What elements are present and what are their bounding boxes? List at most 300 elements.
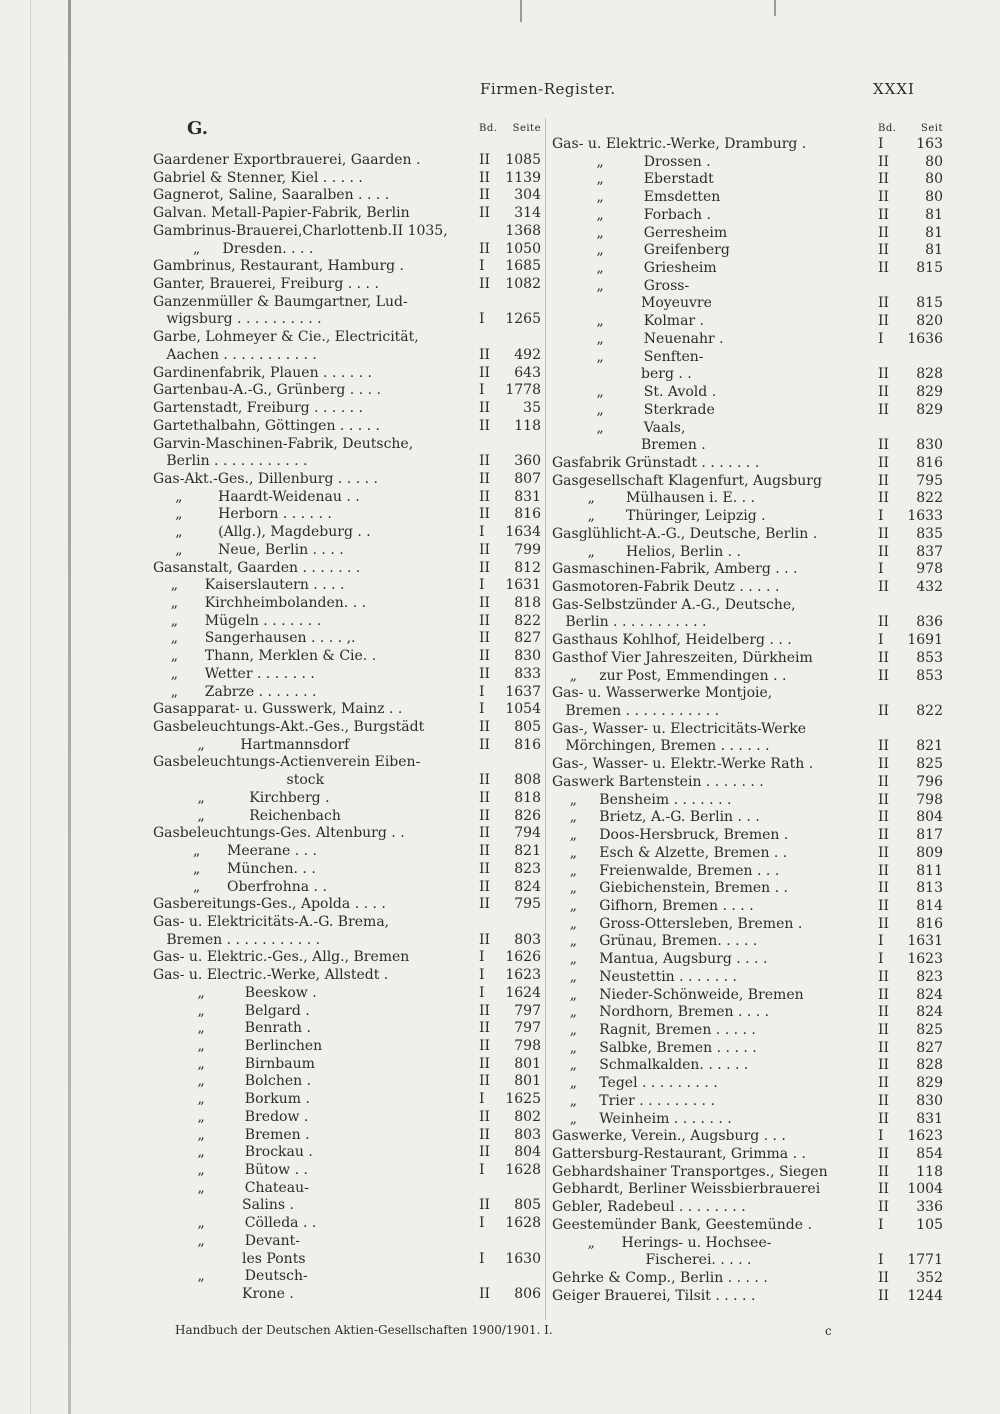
footer-text: Handbuch der Deutschen Aktien-Gesellschaften 1900/1901. I.: [175, 1323, 553, 1337]
entry-name: Bremen .: [552, 437, 706, 454]
entry-page: 835: [916, 525, 943, 542]
entry-name: „ Benrath .: [153, 1020, 311, 1037]
entry-page: 798: [514, 1038, 541, 1054]
entry-vol: I: [479, 382, 485, 399]
index-entry: [153, 896, 543, 914]
index-entry: [552, 1111, 945, 1129]
index-entry: [552, 987, 945, 1005]
entry-page: 1265: [505, 311, 541, 328]
entry-vol: II: [479, 169, 491, 186]
left-column-header: [153, 120, 543, 138]
index-entry: [153, 436, 543, 454]
index-entry: [153, 577, 543, 595]
entry-vol: II: [878, 224, 890, 241]
entry-name: „ Doos-Hersbruck, Bremen .: [552, 827, 789, 844]
entry-page: 1631: [505, 577, 541, 594]
entry-name: Gasthaus Kohlhof, Heidelberg . . .: [552, 632, 792, 649]
index-entry: [153, 223, 543, 241]
entry-vol: II: [878, 242, 890, 259]
entry-vol: II: [878, 1022, 890, 1038]
index-entry: [153, 790, 543, 808]
entry-vol: II: [479, 1002, 491, 1019]
entry-vol: II: [878, 756, 890, 773]
entry-name: Berlin . . . . . . . . . . .: [552, 614, 707, 631]
entry-page: 803: [514, 1126, 541, 1143]
entry-page: 803: [514, 931, 541, 948]
entry-name: „ St. Avold .: [552, 384, 717, 401]
entry-page: 1778: [505, 382, 541, 399]
entry-name: „ Wetter . . . . . . .: [153, 665, 315, 682]
entry-name: „ Salbke, Bremen . . . . .: [552, 1039, 757, 1056]
index-entry: [552, 1288, 945, 1306]
entry-page: 816: [514, 506, 541, 523]
entry-vol: II: [878, 809, 890, 826]
entry-vol: II: [878, 206, 890, 223]
entry-name: „ Kolmar .: [552, 313, 705, 330]
index-entry: [552, 260, 945, 278]
entry-page: 814: [916, 897, 943, 914]
entry-vol: II: [878, 791, 890, 808]
page-fold-line: [30, 0, 31, 1414]
index-entry: [552, 295, 945, 313]
index-entry: [153, 613, 543, 631]
entry-name: Gas-Akt.-Ges., Dillenburg . . . . .: [153, 470, 378, 487]
entry-page: 825: [916, 756, 943, 773]
entry-name: Gas- u. Elektric.-Ges., Allg., Bremen: [153, 949, 410, 966]
entry-vol: II: [878, 260, 890, 277]
entry-name: „ Mantua, Augsburg . . . .: [552, 951, 768, 968]
entry-page: 827: [916, 1039, 943, 1056]
entry-name: Gas- u. Electric.-Werke, Allstedt .: [153, 967, 389, 984]
entry-vol: II: [479, 1126, 491, 1143]
entry-name: wigsburg . . . . . . . . . .: [153, 311, 322, 328]
entry-name: „ Trier . . . . . . . . .: [552, 1092, 715, 1109]
signature-mark: c: [825, 1324, 832, 1338]
index-entry: [552, 242, 945, 260]
entry-page: 829: [916, 401, 943, 418]
entry-name: „ Sterkrade: [552, 401, 715, 418]
section-letter: G.: [187, 118, 208, 139]
entry-vol: II: [878, 1181, 890, 1198]
entry-vol: I: [878, 1128, 884, 1145]
index-entry: [153, 808, 543, 826]
entry-vol: II: [878, 171, 890, 188]
index-entry: [552, 1128, 945, 1146]
entry-page: 352: [916, 1270, 943, 1287]
entry-vol: I: [878, 1252, 884, 1269]
entry-page: 837: [916, 543, 943, 560]
entry-name: „ Vaals,: [552, 419, 686, 436]
entry-page: 314: [514, 205, 541, 222]
entry-vol: II: [479, 825, 491, 842]
entry-vol: II: [479, 878, 491, 895]
index-entry: [153, 1003, 543, 1021]
entry-page: 808: [514, 772, 541, 789]
entry-page: 822: [916, 703, 943, 720]
entry-vol: II: [479, 400, 491, 417]
entry-page: 818: [514, 789, 541, 806]
entry-name: Gasglühlicht-A.-G., Deutsche, Berlin .: [552, 525, 818, 542]
index-entry: [153, 737, 543, 755]
index-entry: [552, 1057, 945, 1075]
entry-vol: II: [878, 738, 890, 755]
entry-name: „ Bredow .: [153, 1108, 309, 1125]
entry-vol: I: [878, 508, 884, 525]
entry-vol: I: [479, 1250, 485, 1267]
entry-page: 1631: [907, 933, 943, 950]
index-entry: [552, 366, 945, 384]
entry-page: 1636: [907, 330, 943, 347]
entry-name: „ Senften-: [552, 348, 704, 365]
entry-name: Gardinenfabrik, Plauen . . . . . .: [153, 364, 372, 381]
entry-name: Bremen . . . . . . . . . . .: [552, 703, 720, 720]
entry-page: 829: [916, 1075, 943, 1092]
index-entry: [153, 967, 543, 985]
entry-name: „ Birnbaum: [153, 1055, 315, 1072]
entry-vol: II: [878, 844, 890, 861]
entry-name: Gasapparat- u. Gusswerk, Mainz . .: [153, 701, 403, 718]
entry-page: 432: [916, 579, 943, 595]
index-entry: [552, 845, 945, 863]
entry-page: 822: [514, 612, 541, 629]
entry-vol: II: [479, 665, 491, 682]
index-entry: [153, 684, 543, 702]
entry-page: 1634: [505, 524, 541, 541]
entry-page: 1637: [505, 683, 541, 700]
entry-page: 794: [514, 825, 541, 842]
index-entry: [552, 437, 945, 455]
entry-page: 336: [916, 1199, 943, 1216]
entry-page: 1082: [505, 276, 541, 293]
entry-name: „ Beeskow .: [153, 984, 317, 1001]
index-entry: [552, 1040, 945, 1058]
entry-name: Gambrinus-Brauerei,Charlottenb.II 1035,: [153, 222, 448, 239]
entry-page: 816: [916, 454, 943, 471]
entry-name: „ Reichenbach: [153, 807, 341, 824]
entry-name: „ Brietz, A.-G. Berlin . . .: [552, 809, 760, 826]
entry-page: 797: [514, 1020, 541, 1037]
index-entry: [153, 719, 543, 737]
index-entry: [552, 898, 945, 916]
entry-name: Gasbereitungs-Ges., Apolda . . . .: [153, 896, 386, 913]
entry-page: 118: [514, 417, 541, 434]
entry-page: 821: [916, 738, 943, 755]
index-entry: [552, 561, 945, 579]
entry-page: 831: [514, 488, 541, 505]
entry-page: 81: [925, 206, 943, 223]
index-entry: [552, 614, 945, 632]
entry-page: 799: [514, 541, 541, 558]
entry-vol: II: [479, 541, 491, 558]
entry-page: 816: [514, 736, 541, 753]
entry-name: „ Emsdetten: [552, 189, 721, 206]
entry-name: Gartethalbahn, Göttingen . . . . .: [153, 417, 380, 434]
entry-page: 854: [916, 1146, 943, 1163]
entry-name: Gasmaschinen-Fabrik, Amberg . . .: [552, 561, 798, 578]
index-entry: [552, 402, 945, 420]
entry-page: 821: [514, 843, 541, 860]
entry-page: 1623: [907, 1128, 943, 1145]
entry-page: 820: [916, 313, 943, 330]
entry-name: Gasmotoren-Fabrik Deutz . . . . .: [552, 579, 780, 595]
entry-vol: II: [479, 843, 491, 860]
entry-vol: II: [479, 453, 491, 470]
entry-page: 824: [916, 1004, 943, 1021]
entry-vol: I: [878, 330, 884, 347]
entry-page: 804: [514, 1144, 541, 1161]
page-header: Seit: [921, 123, 943, 134]
index-entry: [552, 650, 945, 668]
entry-name: berg . .: [552, 366, 692, 383]
entry-name: Gattersburg-Restaurant, Grimma . .: [552, 1146, 806, 1163]
entry-name: „ Herings- u. Hochsee-: [552, 1234, 772, 1251]
entry-page: 815: [916, 260, 943, 277]
entry-vol: II: [878, 897, 890, 914]
index-entry: [153, 630, 543, 648]
entry-page: 1628: [505, 1215, 541, 1232]
entry-name: „ Mügeln . . . . . . .: [153, 612, 322, 629]
entry-name: „ Bütow . .: [153, 1162, 308, 1179]
index-entry: [153, 1162, 543, 1180]
index-entry: [153, 1180, 543, 1198]
entry-name: „ Kirchheimbolanden. . .: [153, 595, 367, 611]
index-entry: [153, 471, 543, 489]
entry-name: „ Hartmannsdorf: [153, 736, 350, 753]
index-entry: [153, 914, 543, 932]
entry-page: 1623: [505, 967, 541, 984]
entry-page: 830: [916, 1092, 943, 1109]
entry-name: Gehrke & Comp., Berlin . . . . .: [552, 1270, 768, 1287]
entry-vol: II: [878, 986, 890, 1003]
entry-name: „ (Allg.), Magdeburg . .: [153, 524, 371, 541]
index-entry: [153, 985, 543, 1003]
entry-page: 492: [514, 346, 541, 363]
index-entry: [153, 311, 543, 329]
entry-page: 1624: [505, 984, 541, 1001]
entry-name: „ Freienwalde, Bremen . . .: [552, 862, 780, 879]
entry-page: 1050: [505, 240, 541, 257]
entry-vol: II: [479, 559, 491, 576]
index-entry: [153, 1144, 543, 1162]
index-entry: [552, 189, 945, 207]
entry-name: „ Haardt-Weidenau . .: [153, 488, 360, 505]
entry-page: 80: [925, 171, 943, 188]
entry-vol: I: [479, 577, 485, 594]
entry-name: Salins .: [153, 1197, 294, 1214]
entry-page: 815: [916, 295, 943, 312]
index-entry: [552, 1004, 945, 1022]
entry-vol: II: [878, 1057, 890, 1074]
entry-name: „ Cölleda . .: [153, 1215, 317, 1232]
entry-vol: II: [479, 789, 491, 806]
index-entry: [153, 382, 543, 400]
entry-page: 809: [916, 844, 943, 861]
entry-page: 826: [514, 807, 541, 824]
entry-name: Gasfabrik Grünstadt . . . . . . .: [552, 454, 760, 471]
entry-name: „ Griesheim: [552, 260, 717, 277]
entry-page: 1626: [505, 949, 541, 966]
index-entry: [552, 685, 945, 703]
entry-name: „ Giebichenstein, Bremen . .: [552, 880, 788, 897]
index-entry: [552, 1146, 945, 1164]
entry-name: „ Neuenahr .: [552, 330, 724, 347]
entry-page: 804: [916, 809, 943, 826]
entry-name: „ Dresden. . . .: [153, 240, 314, 257]
entry-name: „ Gerresheim: [552, 224, 728, 241]
entry-vol: II: [878, 189, 890, 206]
entry-vol: II: [878, 827, 890, 844]
index-entry: [552, 579, 945, 597]
entry-vol: I: [479, 701, 485, 718]
entry-name: Gas-, Wasser- u. Elektr.-Werke Rath .: [552, 756, 814, 773]
index-entry: [552, 278, 945, 296]
entry-name: Gagnerot, Saline, Saaralben . . . .: [153, 187, 390, 204]
index-entry: [552, 597, 945, 615]
entry-page: 118: [916, 1163, 943, 1180]
index-entry: [552, 774, 945, 792]
entry-page: 797: [514, 1002, 541, 1019]
entry-page: 824: [916, 986, 943, 1003]
entry-name: „ Weinheim . . . . . . .: [552, 1110, 732, 1127]
index-entry: [552, 455, 945, 473]
index-entry: [552, 1217, 945, 1235]
entry-name: „ Borkum .: [153, 1091, 310, 1108]
entry-name: „ Devant-: [153, 1232, 300, 1249]
entry-page: 796: [916, 773, 943, 790]
entry-name: Gasanstalt, Gaarden . . . . . . .: [153, 559, 361, 576]
entry-name: Gaswerke, Verein., Augsburg . . .: [552, 1128, 786, 1145]
index-entry: [153, 418, 543, 436]
entry-name: „ Bensheim . . . . . . .: [552, 791, 732, 808]
entry-vol: II: [878, 401, 890, 418]
entry-name: les Ponts: [153, 1250, 306, 1267]
entry-vol: II: [479, 152, 491, 168]
index-entry: [552, 490, 945, 508]
entry-name: „ Drossen .: [552, 153, 711, 170]
entry-vol: II: [878, 366, 890, 383]
index-entry: [552, 349, 945, 367]
entry-vol: II: [878, 862, 890, 879]
entry-vol: II: [878, 1199, 890, 1216]
entry-vol: II: [878, 1270, 890, 1287]
entry-vol: II: [878, 1287, 890, 1304]
entry-vol: II: [479, 1108, 491, 1125]
entry-vol: II: [479, 1055, 491, 1072]
entry-name: „ Thüringer, Leipzig .: [552, 508, 766, 525]
index-entry: [153, 400, 543, 418]
entry-vol: II: [479, 346, 491, 363]
entry-name: Gasgesellschaft Klagenfurt, Augsburg: [552, 472, 822, 489]
entry-page: 828: [916, 1057, 943, 1074]
entry-page: 798: [916, 791, 943, 808]
entry-name: „ Helios, Berlin . .: [552, 543, 742, 560]
index-entry: [552, 792, 945, 810]
entry-vol: II: [479, 1197, 491, 1214]
index-entry: [153, 1233, 543, 1251]
index-entry: [552, 969, 945, 987]
entry-name: „ Meerane . . .: [153, 843, 317, 860]
entry-page: 807: [514, 470, 541, 487]
index-entry: [153, 542, 543, 560]
index-entry: [552, 1235, 945, 1253]
entry-page: 35: [523, 400, 541, 417]
entry-name: „ Mülhausen i. E. . .: [552, 490, 755, 507]
entry-name: Aachen . . . . . . . . . . .: [153, 346, 317, 363]
entry-name: Gasbeleuchtungs-Akt.-Ges., Burgstädt: [153, 719, 425, 736]
entry-name: Gambrinus, Restaurant, Hamburg .: [153, 258, 405, 275]
entry-name: Ganter, Brauerei, Freiburg . . . .: [153, 276, 379, 293]
entry-page: 1771: [907, 1252, 943, 1269]
entry-name: „ Gifhorn, Bremen . . . .: [552, 897, 754, 914]
entry-vol: II: [878, 543, 890, 560]
entry-name: „ Greifenberg: [552, 242, 730, 259]
entry-page: 304: [514, 187, 541, 204]
index-entry: [552, 526, 945, 544]
page-number: XXXI: [873, 80, 915, 98]
index-entry: [552, 756, 945, 774]
entry-page: 822: [916, 490, 943, 507]
index-entry: [153, 861, 543, 879]
entry-name: „ Chateau-: [153, 1179, 309, 1196]
entry-name: Gaswerk Bartenstein . . . . . . .: [552, 773, 764, 790]
column-divider: [545, 118, 546, 1320]
entry-name: Gebhardshainer Transportges., Siegen: [552, 1163, 828, 1180]
entry-vol: II: [878, 579, 890, 595]
entry-vol: I: [479, 311, 485, 328]
entry-vol: II: [479, 364, 491, 381]
index-entry: [153, 560, 543, 578]
entry-page: 1054: [505, 701, 541, 718]
entry-page: 105: [916, 1216, 943, 1233]
entry-name: „ zur Post, Emmendingen . .: [552, 667, 787, 684]
entry-name: Gartenbau-A.-G., Grünberg . . . .: [153, 382, 381, 399]
entry-page: 853: [916, 667, 943, 684]
entry-page: 1004: [907, 1181, 943, 1198]
entry-page: 360: [514, 453, 541, 470]
entry-name: Ganzenmüller & Baumgartner, Lud-: [153, 293, 408, 310]
entry-vol: I: [878, 561, 884, 578]
entry-page: 853: [916, 649, 943, 666]
entry-vol: II: [479, 488, 491, 505]
index-entry: [153, 506, 543, 524]
index-entry: [153, 1091, 543, 1109]
entry-vol: II: [479, 276, 491, 293]
entry-vol: I: [479, 1091, 485, 1108]
index-entry: [153, 241, 543, 259]
entry-vol: II: [878, 1110, 890, 1127]
index-entry: [153, 879, 543, 897]
entry-name: „ Esch & Alzette, Bremen . .: [552, 844, 788, 861]
entry-page: 978: [916, 561, 943, 578]
entry-name: Gartenstadt, Freiburg . . . . . .: [153, 400, 363, 417]
entry-vol: II: [878, 295, 890, 312]
entry-page: 823: [916, 968, 943, 985]
entry-page: 795: [916, 472, 943, 489]
entry-name: Geestemünder Bank, Geestemünde .: [552, 1216, 812, 1233]
entry-page: 823: [514, 860, 541, 877]
entry-vol: II: [479, 1286, 491, 1303]
entry-vol: II: [878, 649, 890, 666]
index-entry: [153, 1020, 543, 1038]
index-entry: [552, 827, 945, 845]
entry-page: 80: [925, 153, 943, 170]
entry-vol: II: [479, 1020, 491, 1037]
index-entry: [153, 666, 543, 684]
entry-name: „ München. . .: [153, 860, 316, 877]
entry-name: „ Forbach .: [552, 206, 711, 223]
entry-vol: II: [479, 506, 491, 523]
entry-name: Gas- u. Elektricitäts-A.-G. Brema,: [153, 913, 390, 930]
